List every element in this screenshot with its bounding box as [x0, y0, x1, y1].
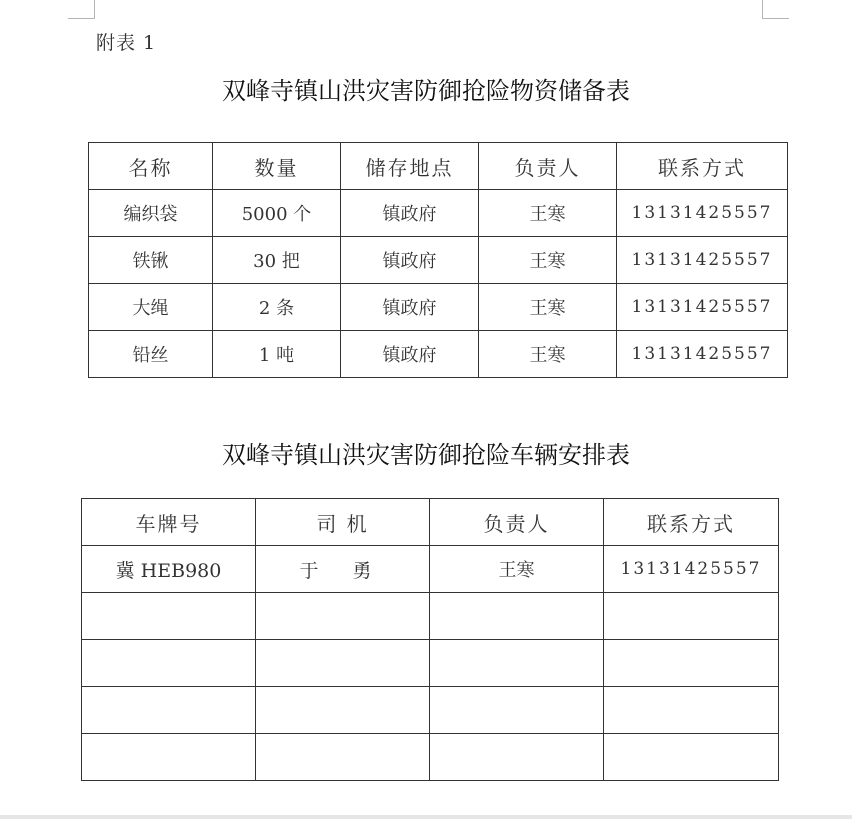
cell-person-in-charge: 王寒	[479, 284, 617, 331]
cell-contact: 13131425557	[617, 237, 788, 284]
cell-person-in-charge	[430, 593, 604, 640]
cell-quantity: 2 条	[213, 284, 341, 331]
table-row	[82, 687, 779, 734]
cell-plate-number	[82, 593, 256, 640]
cell-item-name: 大绳	[89, 284, 213, 331]
cell-contact: 13131425557	[617, 190, 788, 237]
cell-person-in-charge	[430, 734, 604, 781]
annex-label: 附表 1	[96, 32, 157, 54]
cell-storage-location: 镇政府	[341, 331, 479, 378]
cell-contact	[604, 734, 779, 781]
cell-item-name: 编织袋	[89, 190, 213, 237]
cell-driver	[256, 734, 430, 781]
cell-quantity: 30 把	[213, 237, 341, 284]
header-storage-location: 储存地点	[341, 143, 479, 190]
cell-contact	[604, 640, 779, 687]
supply-table-title: 双峰寺镇山洪灾害防御抢险物资储备表	[222, 77, 630, 105]
header-contact: 联系方式	[617, 143, 788, 190]
cell-quantity: 1 吨	[213, 331, 341, 378]
cell-driver	[256, 640, 430, 687]
cell-storage-location: 镇政府	[341, 237, 479, 284]
table-row	[82, 640, 779, 687]
cell-plate-number	[82, 640, 256, 687]
cell-driver: 于 勇	[256, 546, 430, 593]
cell-quantity: 5000 个	[213, 190, 341, 237]
table-row	[89, 237, 788, 284]
page-corner-mark-left	[68, 0, 95, 19]
cell-plate-number: 冀 HEB980	[82, 546, 256, 593]
supply-table-header-row	[89, 143, 788, 190]
cell-person-in-charge: 王寒	[479, 190, 617, 237]
cell-contact: 13131425557	[617, 331, 788, 378]
cell-driver	[256, 687, 430, 734]
vehicle-table	[81, 498, 779, 781]
header-person-in-charge: 负责人	[479, 143, 617, 190]
table-row	[89, 284, 788, 331]
table-row	[82, 546, 779, 593]
cell-contact	[604, 593, 779, 640]
cell-plate-number	[82, 734, 256, 781]
cell-storage-location: 镇政府	[341, 284, 479, 331]
vehicle-table-header-row	[82, 499, 779, 546]
header-contact: 联系方式	[604, 499, 779, 546]
cell-person-in-charge: 王寒	[430, 546, 604, 593]
cell-person-in-charge: 王寒	[479, 331, 617, 378]
cell-storage-location: 镇政府	[341, 190, 479, 237]
cell-plate-number	[82, 687, 256, 734]
header-plate-number: 车牌号	[82, 499, 256, 546]
cell-contact: 13131425557	[604, 546, 779, 593]
table-row	[89, 190, 788, 237]
cell-item-name: 铁锹	[89, 237, 213, 284]
cell-contact	[604, 687, 779, 734]
cell-driver	[256, 593, 430, 640]
vehicle-table-title: 双峰寺镇山洪灾害防御抢险车辆安排表	[222, 441, 630, 469]
cell-person-in-charge	[430, 687, 604, 734]
header-person-in-charge: 负责人	[430, 499, 604, 546]
page-corner-mark-right	[762, 0, 789, 19]
table-row	[82, 593, 779, 640]
page-bottom-edge	[0, 815, 852, 819]
table-row	[89, 331, 788, 378]
cell-person-in-charge	[430, 640, 604, 687]
header-quantity: 数量	[213, 143, 341, 190]
supply-table	[88, 142, 788, 378]
header-name: 名称	[89, 143, 213, 190]
header-driver: 司 机	[256, 499, 430, 546]
table-row	[82, 734, 779, 781]
cell-item-name: 铅丝	[89, 331, 213, 378]
cell-person-in-charge: 王寒	[479, 237, 617, 284]
cell-contact: 13131425557	[617, 284, 788, 331]
